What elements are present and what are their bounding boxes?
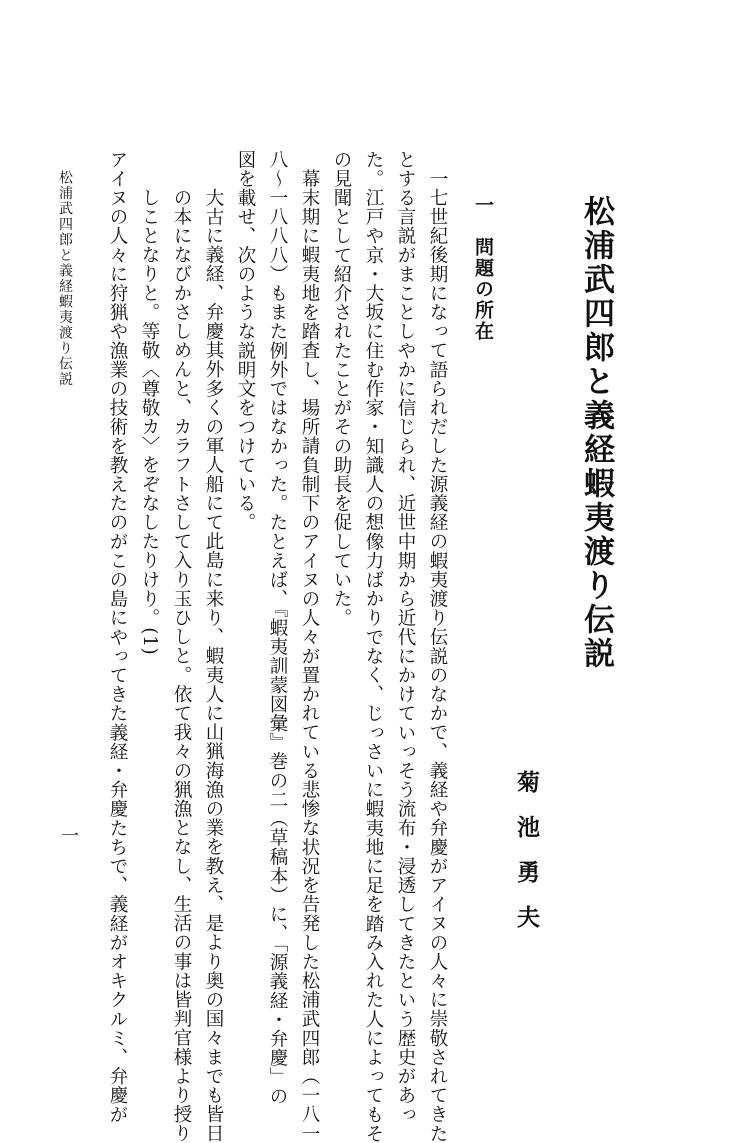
body-line: の見聞として紹介されたことがその助長を促していた。 (331, 150, 352, 628)
quote-line: の本になびかさしめんと、カラフトさして入り玉ひしと。依て我々の猟漁となし、生活の事は皆判官様より授り (171, 188, 192, 1143)
body-line: た。江戸や京・大坂に住む作家・知識人の想像力ばかりでなく、じっさいに蝦夷地に足を踏み入れた人によってもそ (363, 150, 384, 1143)
body-line: 図を載せ、次のような説明文をつけている。 (235, 150, 256, 532)
body-line: 八～一八八八）もまた例外ではなかった。たとえば、『蝦夷訓蒙図彙』巻の二（草稿本）に、「源義経・弁慶」の (267, 150, 288, 1106)
quote-line: 大古に義経、弁慶其外多くの軍人船にて此島に来り、蝦夷人に山猟海漁の業を教え、是より奥の国々までも皆日 (203, 188, 224, 1143)
author-name: 菊池勇夫 (513, 770, 540, 950)
body-line: 一七世紀後期になって語られだした源義経の蝦夷渡り伝説のなかで、義経や弁慶がアイヌの人々に崇敬されてきた (427, 169, 448, 1143)
running-head: 松浦武四郎と義経蝦夷渡り伝説 (57, 170, 73, 387)
page-number: 一 (58, 826, 79, 844)
quote-line: しことなりと。等敬〈尊敬カ〉をぞなしたりけり。(1) (139, 188, 160, 656)
section-heading: 一 問題の所在 (472, 195, 494, 342)
body-line: 幕末期に蝦夷地を踏査し、場所請負制下のアイヌの人々が置かれている悲惨な状況を告発した松浦武四郎（一八一 (299, 169, 320, 1143)
article-title: 松浦武四郎と義経蝦夷渡り伝説 (578, 195, 614, 671)
body-line: アイヌの人々に狩猟や漁業の技術を教えたのがこの島にやってきた義経・弁慶たちで、義経がオキクルミ、弁慶が (107, 150, 128, 1125)
body-line: とする言説がまことしやかに信じられ、近世中期から近代にかけていっそう流布・浸透してきたという歴史があっ (395, 150, 416, 1125)
